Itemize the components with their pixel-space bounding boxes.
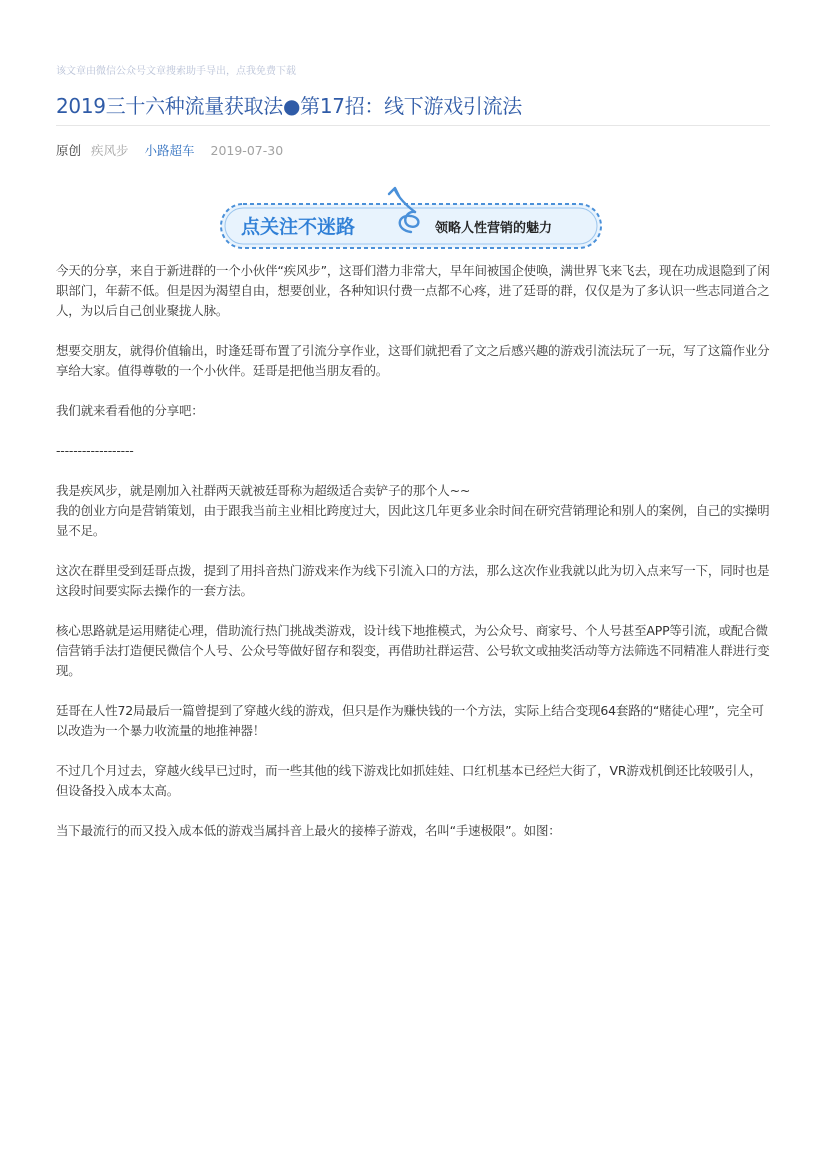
article-body [56,261,770,861]
account-link[interactable]: 小路超车 [144,143,195,158]
text-divider: ------------------ [56,443,134,458]
article-title: 2019三十六种流量获取法●第17招：线下游戏引流法 [56,94,522,118]
publish-date: 2019-07-30 [210,143,284,158]
banner-left-text: 点关注不迷路 [241,216,356,238]
paragraph-2: 想要交朋友，就得价值输出，时逢廷哥布置了引流分享作业，这哥们就把看了文之后感兴趣的游戏引流法玩了一玩，写了这篇作业分享给大家。值得尊敬的一个小伙伴。廷哥是把他当朋友看的。 [56,343,770,378]
paragraph-3: 我们就来看看他的分享吧： [56,403,204,418]
paragraph-1: 今天的分享，来自于新进群的一个小伙伴“疾风步”，这哥们潜力非常大，早年间被国企使唤，满世界飞来飞去，现在功成退隐到了闲职部门，年薪不低。但是因为渴望自由，想要创业，各种知识付费一点都不心疼，进了廷哥的群，仅仅是为了多认识一些志同道合之人，为以后自己创业聚拢人脉。 [56,263,770,318]
original-label: 原创 [56,143,82,158]
title-divider [56,125,770,126]
paragraph-6: 核心思路就是运用赌徒心理，借助流行热门挑战类游戏，设计线下地推模式，为公众号、商家号、个人号甚至APP等引流，或配合微信营销手法打造便民微信个人号、公众号等做好留存和裂变，再借助社群运营、公号软文或抽奖活动等方法筛选不同精准人群进行变现。 [56,623,770,678]
follow-banner-graphic [219,186,603,252]
paragraph-8: 不过几个月过去，穿越火线早已过时，而一些其他的线下游戏比如抓娃娃、口红机基本已经烂大街了，VR游戏机倒还比较吸引人，但设备投入成本太高。 [56,763,762,798]
paragraph-7: 廷哥在人性72局最后一篇曾提到了穿越火线的游戏，但只是作为赚快钱的一个方法，实际上结合变现64套路的“赌徒心理”，完全可以改造为一个暴力收流量的地推神器！ [56,703,764,738]
paragraph-5: 这次在群里受到廷哥点拨，提到了用抖音热门游戏来作为线下引流入口的方法，那么这次作业我就以此为切入点来写一下，同时也是这段时间要实际去操作的一套方法。 [56,563,770,598]
paragraph-9: 当下最流行的而又投入成本低的游戏当属抖音上最火的接棒子游戏，名叫“手速极限”。如图： [56,823,561,838]
author-name: 疾风步 [91,143,129,158]
paragraph-4: 我的创业方向是营销策划，由于跟我当前主业相比跨度过大，因此这几年更多业余时间在研究营销理论和别人的案例，自己的实操明显不足。 [56,503,770,538]
intro-line: 我是疾风步，就是刚加入社群两天就被廷哥称为超级适合卖铲子的那个人~~ [56,483,471,498]
banner-right-text: 领略人性营销的魅力 [435,221,553,236]
follow-banner [219,186,603,252]
export-note-link[interactable]: 该文章由微信公众号文章搜索助手导出，点我免费下载 [56,66,296,77]
article-meta [56,141,283,159]
